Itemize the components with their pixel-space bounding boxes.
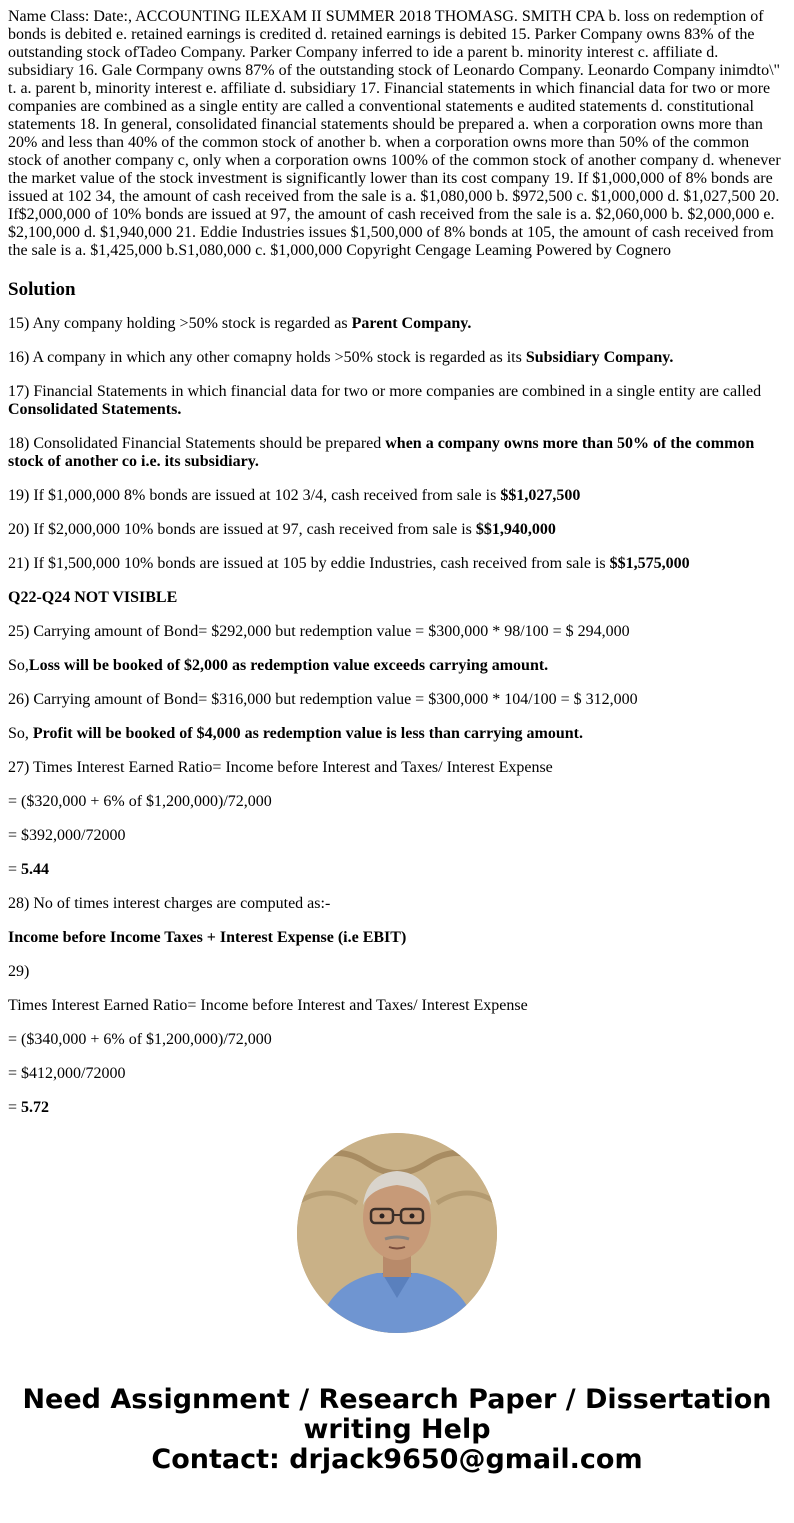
solution-item [8,929,786,947]
solution-item [8,895,786,913]
solution-text: = [8,861,22,878]
solution-text: 29) [8,963,30,980]
solution-list [8,315,786,1117]
avatar-container [0,1133,794,1333]
solution-answer: Profit will be booked of $4,000 as redemption value is less than carrying amount. [32,725,583,742]
solution-item [8,1031,786,1049]
solution-item [8,793,786,811]
solution-text: 26) Carrying amount of Bond= $316,000 but redemption value = $300,000 * 104/100 = $ 312,000 [8,691,638,708]
solution-item [8,521,786,539]
solution-item [8,963,786,981]
solution-item [8,691,786,709]
solution-answer: Parent Company. [351,315,472,332]
solution-item [8,1065,786,1083]
solution-answer: 5.72 [21,1099,50,1116]
solution-item [8,435,786,471]
solution-text: 21) If $1,500,000 10% bonds are issued at 105 by eddie Industries, cash received from sale is [8,555,610,572]
solution-text: 25) Carrying amount of Bond= $292,000 but redemption value = $300,000 * 98/100 = $ 294,000 [8,623,630,640]
solution-answer: $$1,940,000 [475,521,556,538]
solution-item [8,1099,786,1117]
question-text: Name Class: Date:, ACCOUNTING ILEXAM II SUMMER 2018 THOMASG. SMITH CPA b. loss on redemption of bonds is debited e. retained earnings is credited d. retained earnings is debited 15. Parker Company owns 83% of the outstanding stock ofTadeo Company. Parker Company inferred to ide a parent b. minority interest c. affiliate d. subsidiary 16. Gale Cormpany owns 87% of the outstanding stock of Leonardo Company. Leonardo Company inimdto\" t. a. parent b, minority interest e. affiliate d. subsidiary 17. Financial statements in which financial data for two or more companies are combined as a single entity are called a conventional statements e audited statements d. constitutional statements 18. In general, consolidated financial statements should be prepared a. when a corporation owns more than 20% and less than 40% of the common stock of another b. when a corporation owns more than 50% of the common stock of another company c, only when a corporation owns 100% of the common stock of another company d. whenever the market value of the stock investment is significantly lower than its cost company 19. If $1,000,000 of 8% bonds are issued at 102 34, the amount of cash received from the sale is a. $1,080,000 b. $972,500 c. $1,000,000 d. $1,027,500 20. If$2,000,000 of 10% bonds are issued at 97, the amount of cash received from the sale is a. $2,060,000 b. $2,000,000 e. $2,100,000 d. $1,940,000 21. Eddie Industries issues $1,500,000 of 8% bonds at 105, the amount of cash received from the sale is a. $1,425,000 b.S1,080,000 c. $1,000,000 Copyright Cengage Leaming Powered by Cognero [8,8,781,259]
solution-answer: Income before Income Taxes + Interest Expense (i.e EBIT) [8,929,407,946]
solution-item [8,759,786,777]
solution-item [8,997,786,1015]
solution-text: 15) Any company holding >50% stock is regarded as [8,315,352,332]
solution-text: 16) A company in which any other comapny holds >50% stock is regarded as its [8,349,526,366]
solution-item [8,315,786,333]
solution-item [8,725,786,743]
solution-text: 19) If $1,000,000 8% bonds are issued at 102 3/4, cash received from sale is [8,487,501,504]
solution-item [8,487,786,505]
solution-item [8,589,786,607]
avatar [297,1133,497,1333]
solution-text: = ($340,000 + 6% of $1,200,000)/72,000 [8,1031,272,1048]
solution-item [8,383,786,419]
footer-help-text: Need Assignment / Research Paper / Dissertation writing Help [22,1384,772,1445]
solution-item [8,827,786,845]
avatar-portrait [297,1133,497,1333]
solution-text: = $412,000/72000 [8,1065,126,1082]
solution-answer: Consolidated Statements. [8,401,182,418]
solution-answer: 5.44 [21,861,50,878]
solution-item [8,555,786,573]
solution-text: 20) If $2,000,000 10% bonds are issued at 97, cash received from sale is [8,521,476,538]
footer-banner [0,1385,794,1475]
solution-text: 17) Financial Statements in which financial data for two or more companies are combined in a single entity are called [8,383,762,400]
solution-text: So, [8,725,33,742]
solution-text: = [8,1099,22,1116]
solution-answer: Loss will be booked of $2,000 as redemption value exceeds carrying amount. [28,657,549,674]
footer-contact-text: Contact: drjack9650@gmail.com [151,1444,643,1475]
solution-text: = ($320,000 + 6% of $1,200,000)/72,000 [8,793,272,810]
solution-text: Times Interest Earned Ratio= Income before Interest and Taxes/ Interest Expense [8,997,528,1014]
solution-answer: when a company owns more than 50% of the common stock of another co i.e. its subsidiary. [8,435,755,470]
solution-item [8,349,786,367]
solution-item [8,623,786,641]
solution-text: So, [8,657,29,674]
solution-item [8,861,786,879]
solution-answer: Q22-Q24 NOT VISIBLE [8,589,178,606]
solution-text: 28) No of times interest charges are computed as:- [8,895,331,912]
solution-answer: Subsidiary Company. [525,349,674,366]
solution-heading: Solution [8,279,76,300]
solution-item [8,657,786,675]
solution-answer: $$1,027,500 [500,487,581,504]
solution-text: = $392,000/72000 [8,827,126,844]
solution-answer: $$1,575,000 [609,555,690,572]
solution-text: 18) Consolidated Financial Statements should be prepared [8,435,386,452]
solution-text: 27) Times Interest Earned Ratio= Income before Interest and Taxes/ Interest Expense [8,759,553,776]
